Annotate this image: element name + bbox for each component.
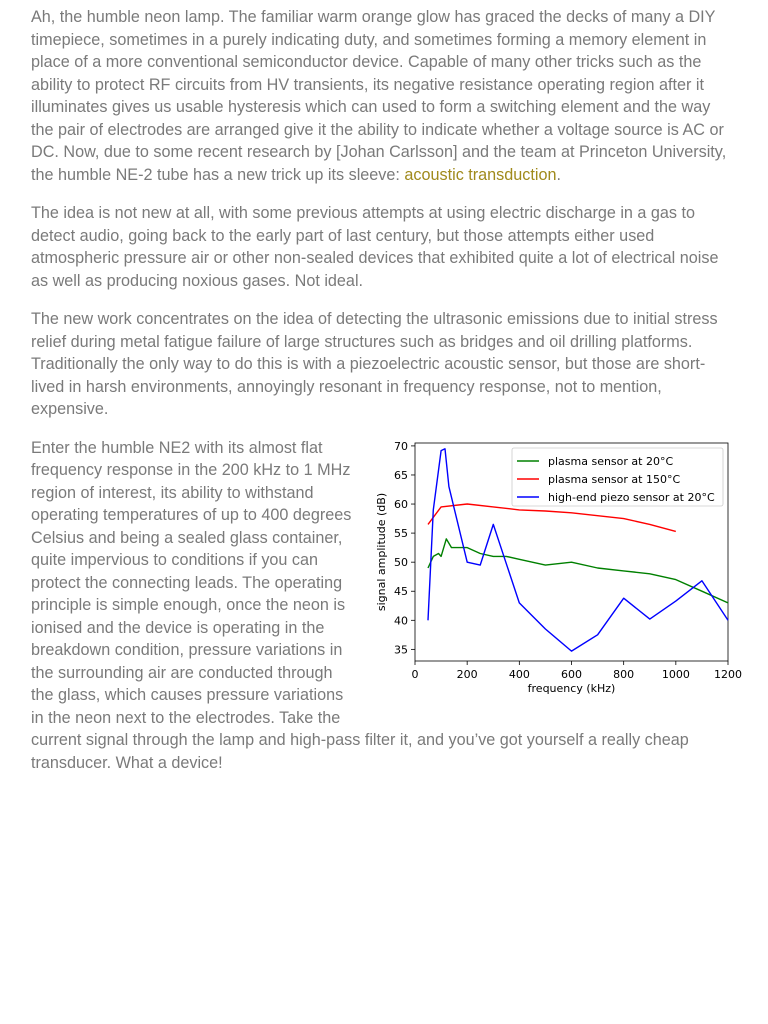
frequency-response-figure bbox=[363, 437, 753, 707]
y-axis-label: signal amplitude (dB) bbox=[375, 492, 388, 611]
y-tick-label: 45 bbox=[394, 584, 408, 598]
article-body bbox=[31, 6, 742, 790]
y-tick-label: 60 bbox=[394, 497, 408, 511]
series-line-2 bbox=[428, 504, 676, 531]
x-tick-label: 600 bbox=[561, 667, 582, 681]
x-axis-label: frequency (kHz) bbox=[527, 681, 616, 695]
x-tick-label: 800 bbox=[613, 667, 635, 681]
paragraph-intro-end: . bbox=[556, 165, 561, 184]
y-tick-label: 65 bbox=[394, 468, 408, 482]
y-tick-label: 55 bbox=[394, 526, 408, 540]
legend-entry-3: high-end piezo sensor at 20°C bbox=[548, 490, 715, 504]
x-tick-label: 400 bbox=[508, 667, 530, 681]
y-tick-label: 35 bbox=[394, 642, 408, 656]
frequency-response-chart bbox=[363, 437, 753, 707]
x-tick-label: 1000 bbox=[661, 667, 690, 681]
y-tick-label: 70 bbox=[394, 439, 408, 453]
series-line-1 bbox=[428, 538, 728, 602]
x-tick-label: 0 bbox=[411, 667, 419, 681]
paragraph-new-work: The new work concentrates on the idea of detecting the ultrasonic emissions due to initial stress relief during metal fatigue failure of large structures such as bridges and oil drilling platforms. Traditionally the only way to do this is with a piezoelectric acoustic sensor, but those are short-lived in harsh environments, annoyingly resonant in frequency response, not to mention, expensive. bbox=[31, 310, 718, 418]
y-tick-label: 50 bbox=[394, 555, 408, 569]
acoustic-transduction-link[interactable]: acoustic transduction bbox=[404, 165, 557, 184]
x-tick-label: 1200 bbox=[714, 667, 742, 681]
paragraph-history: The idea is not new at all, with some previous attempts at using electric discharge in a gas to detect audio, going back to the early part of last century, but those attempts either used atmospheric pressure air or other non-sealed devices that exhibited quite a lot of electrical noise as well as producing noxious gases. Not ideal. bbox=[31, 204, 719, 290]
paragraph-intro-text: Ah, the humble neon lamp. The familiar warm orange glow has graced the decks of many a DIY timepiece, sometimes in a purely indicating duty, and sometimes forming a memory element in place of a more conventional semiconductor device. Capable of many other tricks such as the ability to protect RF circuits from HV transients, its negative resistance operating region after it illuminates gives us usable hysteresis which can used to form a switching element and the way the pair of electrodes are arranged give it the ability to indicate whether a voltage source is AC or DC. Now, due to some recent research by [Johan Carlsson] and the team at Princeton University, the humble NE-2 tube has a new trick up its sleeve: bbox=[31, 8, 727, 184]
legend-entry-2: plasma sensor at 150°C bbox=[548, 472, 681, 486]
x-tick-label: 200 bbox=[456, 667, 478, 681]
y-tick-label: 40 bbox=[394, 613, 408, 627]
legend-entry-1: plasma sensor at 20°C bbox=[548, 454, 674, 468]
paragraph-ne2: Enter the humble NE2 with its almost flat frequency response in the 200 kHz to 1 MHz region of interest, its ability to withstand operating temperatures of up to 400 degrees Celsius and being a sealed glass container, quite impervious to conditions if you can protect the connecting leads. The operating principle is simple enough, once the neon is ionised and the device is operating in the breakdown condition, pressure variations in the surrounding air are conducted through the glass, which causes pressure variations in the neon next to the electrodes. Take the current signal through the lamp and high-pass filter it, and you’ve got yourself a really cheap transducer. What a device! bbox=[31, 438, 689, 772]
paragraph-intro bbox=[31, 6, 731, 186]
